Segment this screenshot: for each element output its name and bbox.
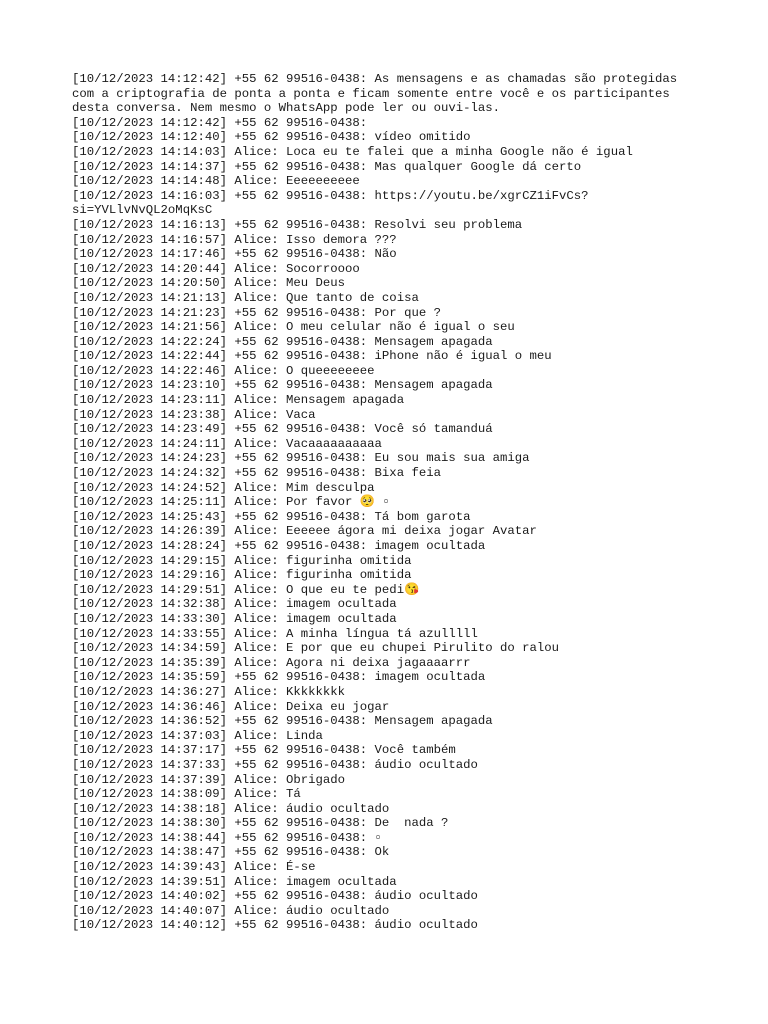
chat-transcript — [72, 72, 712, 933]
transcript-line: [10/12/2023 14:22:24] +55 62 99516-0438: Mensagem apagada — [72, 334, 493, 349]
transcript-line: [10/12/2023 14:38:18] Alice: áudio ocultado — [72, 801, 390, 816]
transcript-line: [10/12/2023 14:37:39] Alice: Obrigado — [72, 772, 346, 787]
transcript-line: [10/12/2023 14:23:10] +55 62 99516-0438: Mensagem apagada — [72, 378, 493, 393]
transcript-line: [10/12/2023 14:29:51] Alice: O que eu te pedi😘 — [72, 582, 420, 597]
transcript-line: [10/12/2023 14:20:44] Alice: Socorroooo — [72, 261, 360, 276]
transcript-line: [10/12/2023 14:39:51] Alice: imagem ocultada — [72, 874, 397, 889]
transcript-line: [10/12/2023 14:24:32] +55 62 99516-0438: Bixa feia — [72, 466, 441, 481]
transcript-line: [10/12/2023 14:38:30] +55 62 99516-0438: De nada ? — [72, 816, 449, 831]
transcript-line: [10/12/2023 14:14:03] Alice: Loca eu te falei que a minha Google não é igual — [72, 144, 633, 159]
transcript-line: [10/12/2023 14:21:13] Alice: Que tanto de coisa — [72, 290, 419, 305]
transcript-line: [10/12/2023 14:24:52] Alice: Mim desculpa — [72, 480, 375, 495]
transcript-line: [10/12/2023 14:40:12] +55 62 99516-0438: áudio ocultado — [72, 918, 478, 933]
transcript-line: [10/12/2023 14:17:46] +55 62 99516-0438: Não — [72, 247, 397, 262]
transcript-line: [10/12/2023 14:38:47] +55 62 99516-0438: Ok — [72, 845, 390, 860]
transcript-line: [10/12/2023 14:16:57] Alice: Isso demora ??? — [72, 232, 397, 247]
transcript-line: [10/12/2023 14:24:23] +55 62 99516-0438: Eu sou mais sua amiga — [72, 451, 530, 466]
transcript-line: [10/12/2023 14:12:42] +55 62 99516-0438: — [72, 115, 368, 130]
transcript-line: [10/12/2023 14:29:16] Alice: figurinha omitida — [72, 568, 412, 583]
transcript-line: [10/12/2023 14:33:30] Alice: imagem ocultada — [72, 611, 397, 626]
transcript-line: [10/12/2023 14:39:43] Alice: É-se — [72, 860, 316, 875]
transcript-line: [10/12/2023 14:32:38] Alice: imagem ocultada — [72, 597, 397, 612]
transcript-line: desta conversa. Nem mesmo o WhatsApp pode ler ou ouvi-las. — [72, 101, 501, 116]
transcript-line: [10/12/2023 14:37:17] +55 62 99516-0438: Você também — [72, 743, 456, 758]
transcript-line: si=YVLlvNvQL2oMqKsC — [72, 203, 213, 218]
transcript-line: [10/12/2023 14:14:48] Alice: Eeeeeeeeee — [72, 174, 360, 189]
transcript-line: [10/12/2023 14:23:38] Alice: Vaca — [72, 407, 316, 422]
transcript-line: [10/12/2023 14:21:56] Alice: O meu celular não é igual o seu — [72, 320, 515, 335]
transcript-line: [10/12/2023 14:37:33] +55 62 99516-0438: áudio ocultado — [72, 757, 478, 772]
transcript-line: [10/12/2023 14:25:11] Alice: Por favor 🥺 ▫ — [72, 495, 390, 510]
transcript-line: [10/12/2023 14:20:50] Alice: Meu Deus — [72, 276, 346, 291]
transcript-line: [10/12/2023 14:35:59] +55 62 99516-0438: imagem ocultada — [72, 670, 486, 685]
transcript-line: [10/12/2023 14:16:13] +55 62 99516-0438: Resolvi seu problema — [72, 217, 523, 232]
transcript-line: [10/12/2023 14:35:39] Alice: Agora ni deixa jagaaaarrr — [72, 655, 471, 670]
transcript-line: [10/12/2023 14:23:49] +55 62 99516-0438: Você só tamanduá — [72, 422, 493, 437]
transcript-line: [10/12/2023 14:24:11] Alice: Vacaaaaaaaaaa — [72, 436, 382, 451]
transcript-line: [10/12/2023 14:22:46] Alice: O queeeeeeee — [72, 363, 375, 378]
transcript-line: [10/12/2023 14:40:02] +55 62 99516-0438: áudio ocultado — [72, 889, 478, 904]
transcript-line: [10/12/2023 14:28:24] +55 62 99516-0438: imagem ocultada — [72, 539, 486, 553]
transcript-line: [10/12/2023 14:23:11] Alice: Mensagem apagada — [72, 393, 405, 408]
transcript-line: [10/12/2023 14:21:23] +55 62 99516-0438: Por que ? — [72, 305, 441, 320]
transcript-line: [10/12/2023 14:34:59] Alice: E por que eu chupei Pirulito do ralou — [72, 641, 560, 656]
transcript-line: [10/12/2023 14:38:44] +55 62 99516-0438: ▫ — [72, 830, 382, 845]
transcript-line: [10/12/2023 14:12:42] +55 62 99516-0438: As mensagens e as chamadas são protegidas — [72, 72, 678, 86]
transcript-line: [10/12/2023 14:36:46] Alice: Deixa eu jogar — [72, 699, 390, 714]
transcript-line: [10/12/2023 14:14:37] +55 62 99516-0438: Mas qualquer Google dá certo — [72, 159, 582, 174]
transcript-line: [10/12/2023 14:12:40] +55 62 99516-0438: vídeo omitido — [72, 130, 471, 145]
transcript-line: [10/12/2023 14:36:27] Alice: Kkkkkkkk — [72, 684, 346, 699]
transcript-line: [10/12/2023 14:38:09] Alice: Tá — [72, 787, 301, 802]
transcript-line: [10/12/2023 14:16:03] +55 62 99516-0438: https://youtu.be/xgrCZ1iFvCs? — [72, 188, 589, 203]
transcript-line: [10/12/2023 14:29:15] Alice: figurinha omitida — [72, 553, 412, 568]
transcript-line: [10/12/2023 14:26:39] Alice: Eeeeee ágora mi deixa jogar Avatar — [72, 524, 537, 539]
transcript-line: [10/12/2023 14:36:52] +55 62 99516-0438: Mensagem apagada — [72, 714, 493, 729]
transcript-line: [10/12/2023 14:33:55] Alice: A minha língua tá azulllll — [72, 626, 478, 641]
transcript-line: [10/12/2023 14:22:44] +55 62 99516-0438: iPhone não é igual o meu — [72, 349, 552, 364]
transcript-line: [10/12/2023 14:25:43] +55 62 99516-0438: Tá bom garota — [72, 509, 471, 524]
transcript-line: [10/12/2023 14:37:03] Alice: Linda — [72, 728, 323, 743]
transcript-line: com a criptografia de ponta a ponta e ficam somente entre você e os participantes — [72, 86, 670, 101]
transcript-line: [10/12/2023 14:40:07] Alice: áudio ocultado — [72, 903, 390, 918]
